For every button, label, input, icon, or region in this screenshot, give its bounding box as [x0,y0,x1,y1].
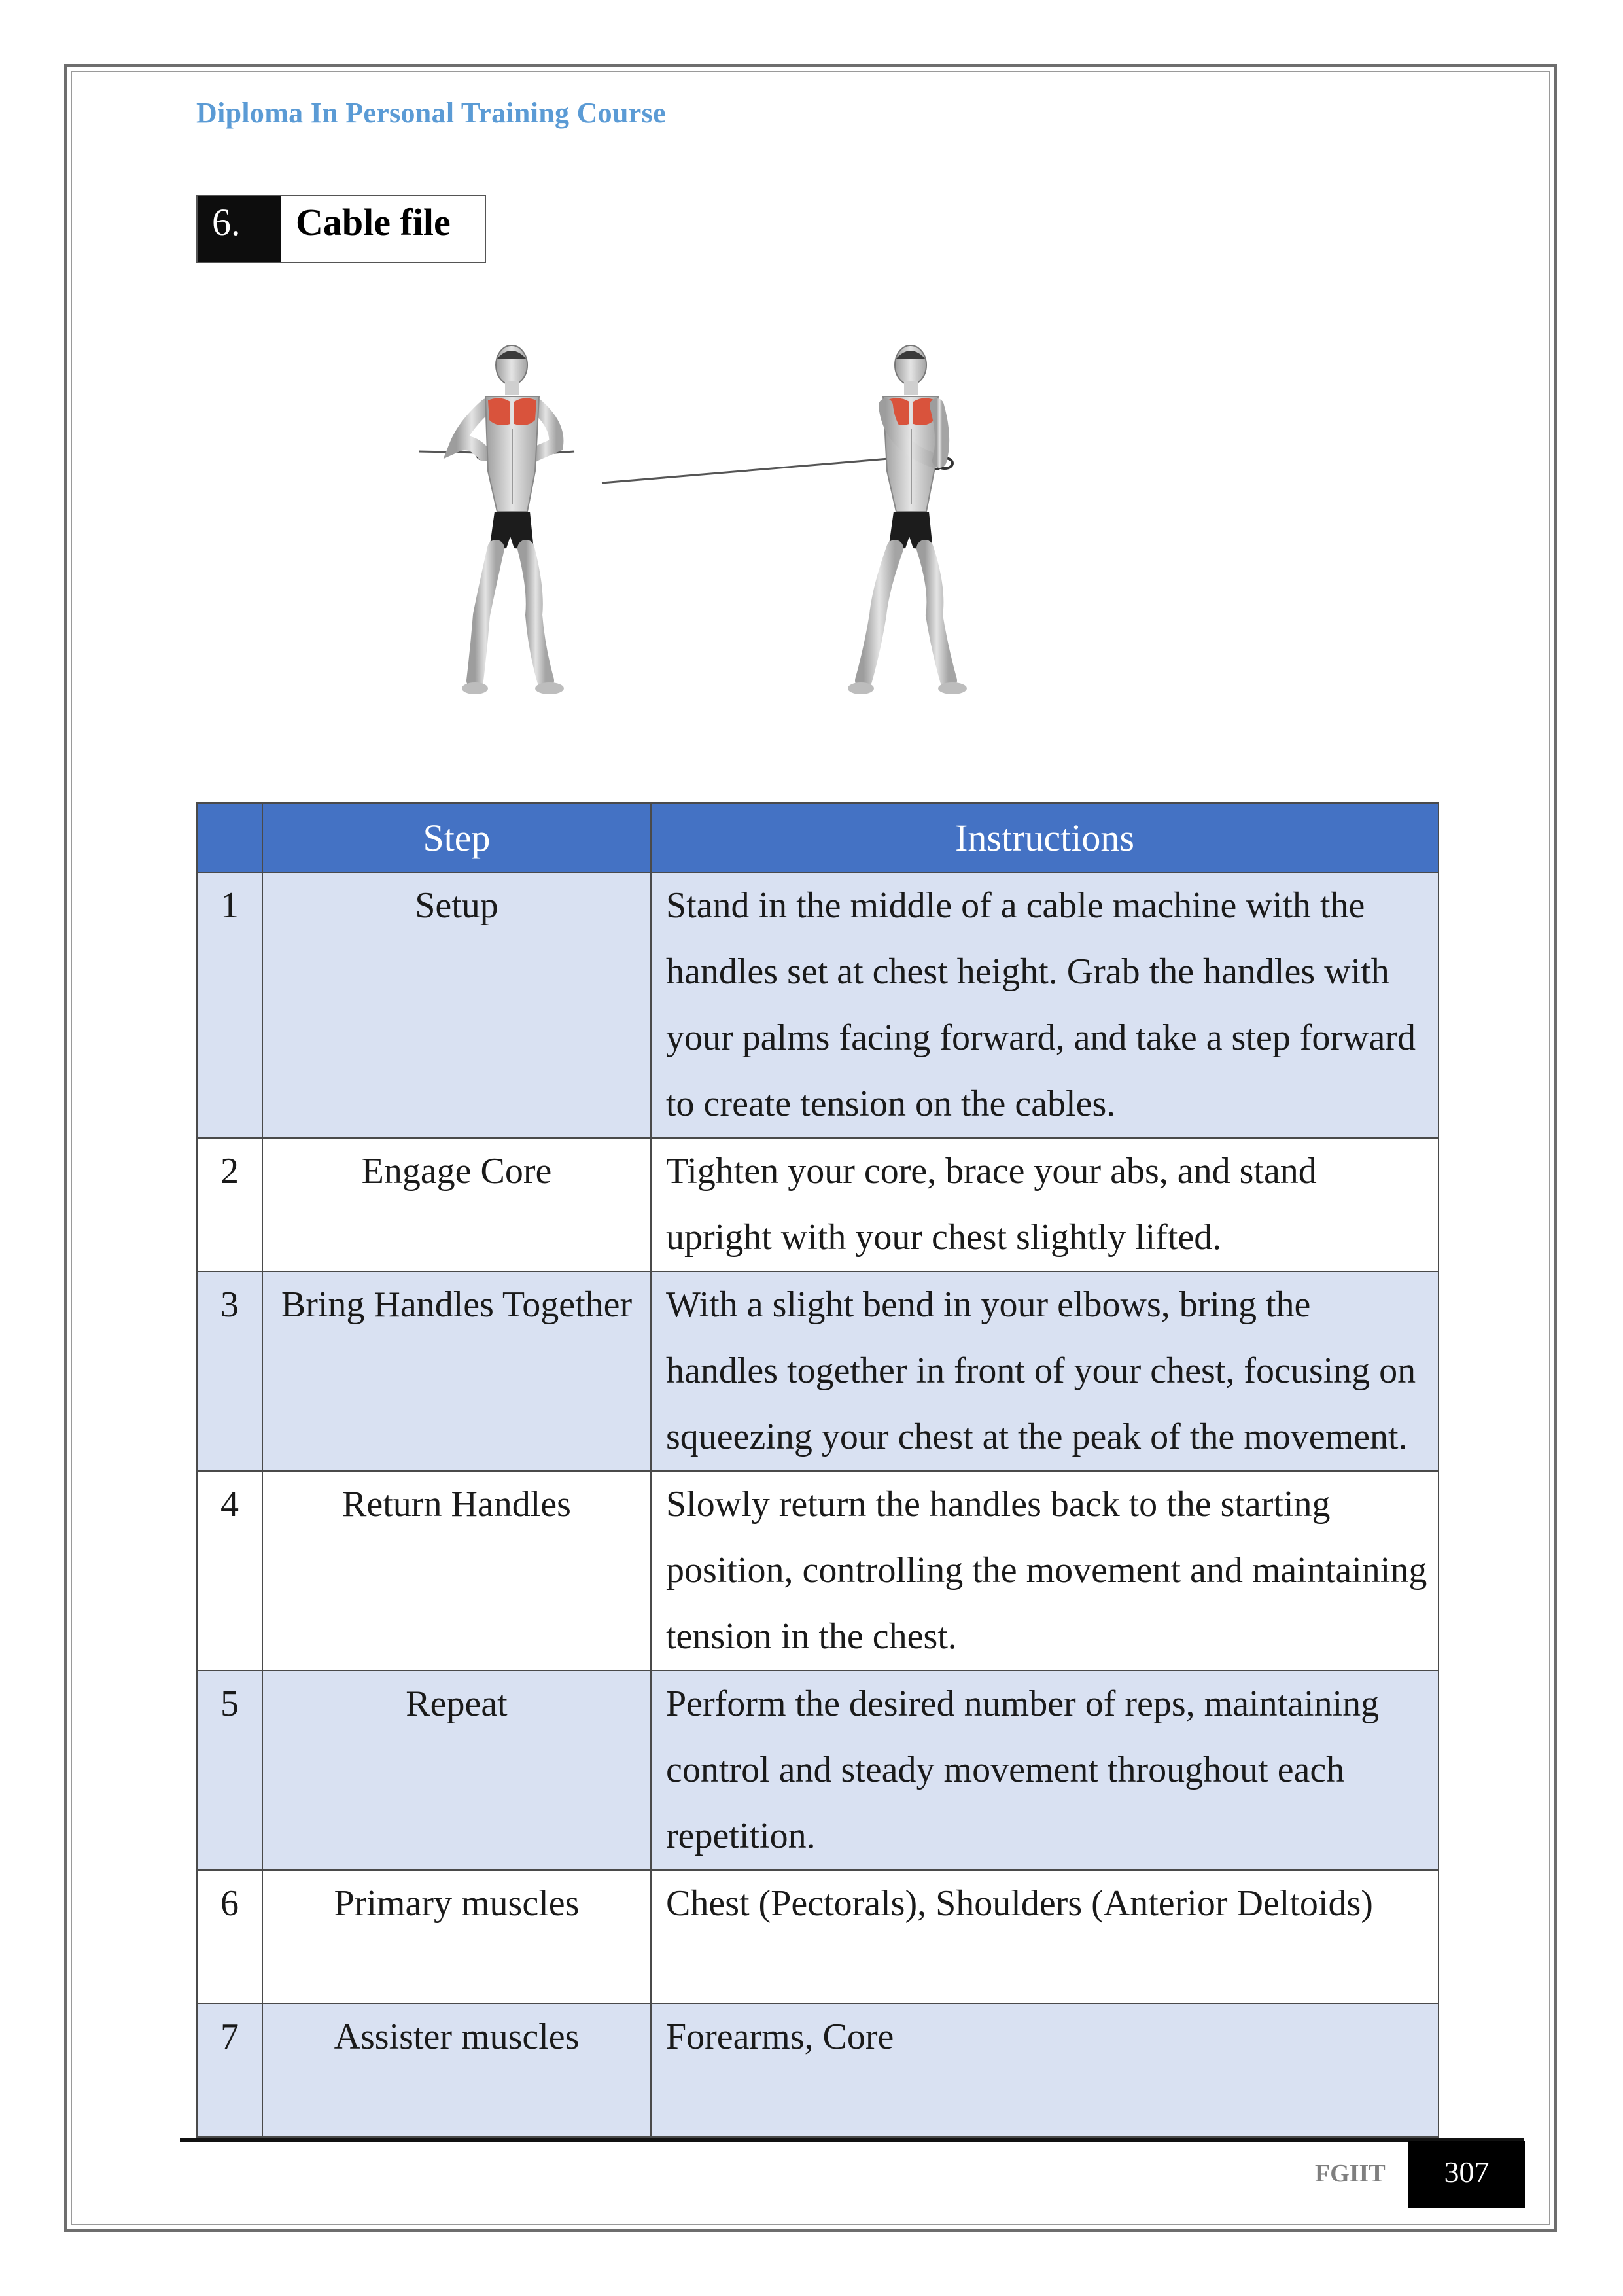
instructions-table [196,802,1439,2138]
row-instructions: Tighten your core, brace your abs, and stand upright with your chest slightly lifted. [651,1138,1439,1271]
row-instructions: Forearms, Core [651,2004,1439,2137]
table-row [197,1138,1439,1271]
section-heading [196,195,486,263]
row-step: Engage Core [262,1138,651,1271]
row-num: 6 [197,1870,262,2004]
figure-end-position-icon [602,345,967,694]
row-step: Return Handles [262,1471,651,1670]
table-row [197,2004,1439,2137]
footer-brand: FGIIT [1315,2160,1386,2187]
row-num: 4 [197,1471,262,1670]
table-row [197,1670,1439,1870]
row-num: 7 [197,2004,262,2137]
section-title: Cable file [296,201,451,243]
header-step: Step [262,803,651,872]
cable-fly-illustration-icon [419,340,1178,707]
row-step: Bring Handles Together [262,1271,651,1471]
table-header-row [197,803,1439,872]
row-step: Primary muscles [262,1870,651,2004]
page-number: 307 [1408,2141,1525,2208]
row-instructions: With a slight bend in your elbows, bring the handles together in front of your chest, focusing on squeezing your chest at the peak of the movement. [651,1271,1439,1471]
row-instructions: Chest (Pectorals), Shoulders (Anterior Deltoids) [651,1870,1439,2004]
table-row [197,1471,1439,1670]
header-instructions: Instructions [651,803,1439,872]
row-num: 1 [197,872,262,1138]
table-row [197,1271,1439,1471]
course-header: Diploma In Personal Training Course [196,97,666,129]
row-step: Assister muscles [262,2004,651,2137]
row-num: 3 [197,1271,262,1471]
table-row [197,1870,1439,2004]
row-instructions: Stand in the middle of a cable machine with the handles set at chest height. Grab the handles with your palms facing forward, and take a step forward to create tension on the cables. [651,872,1439,1138]
row-instructions: Slowly return the handles back to the starting position, controlling the movement and maintaining tension in the chest. [651,1471,1439,1670]
table-row [197,872,1439,1138]
row-num: 5 [197,1670,262,1870]
section-number: 6. [198,196,281,262]
header-num [197,803,262,872]
row-instructions: Perform the desired number of reps, maintaining control and steady movement throughout each repetition. [651,1670,1439,1870]
footer-rule [180,2138,1524,2142]
row-num: 2 [197,1138,262,1271]
row-step: Repeat [262,1670,651,1870]
figure-start-position-icon [419,345,574,694]
row-step: Setup [262,872,651,1138]
